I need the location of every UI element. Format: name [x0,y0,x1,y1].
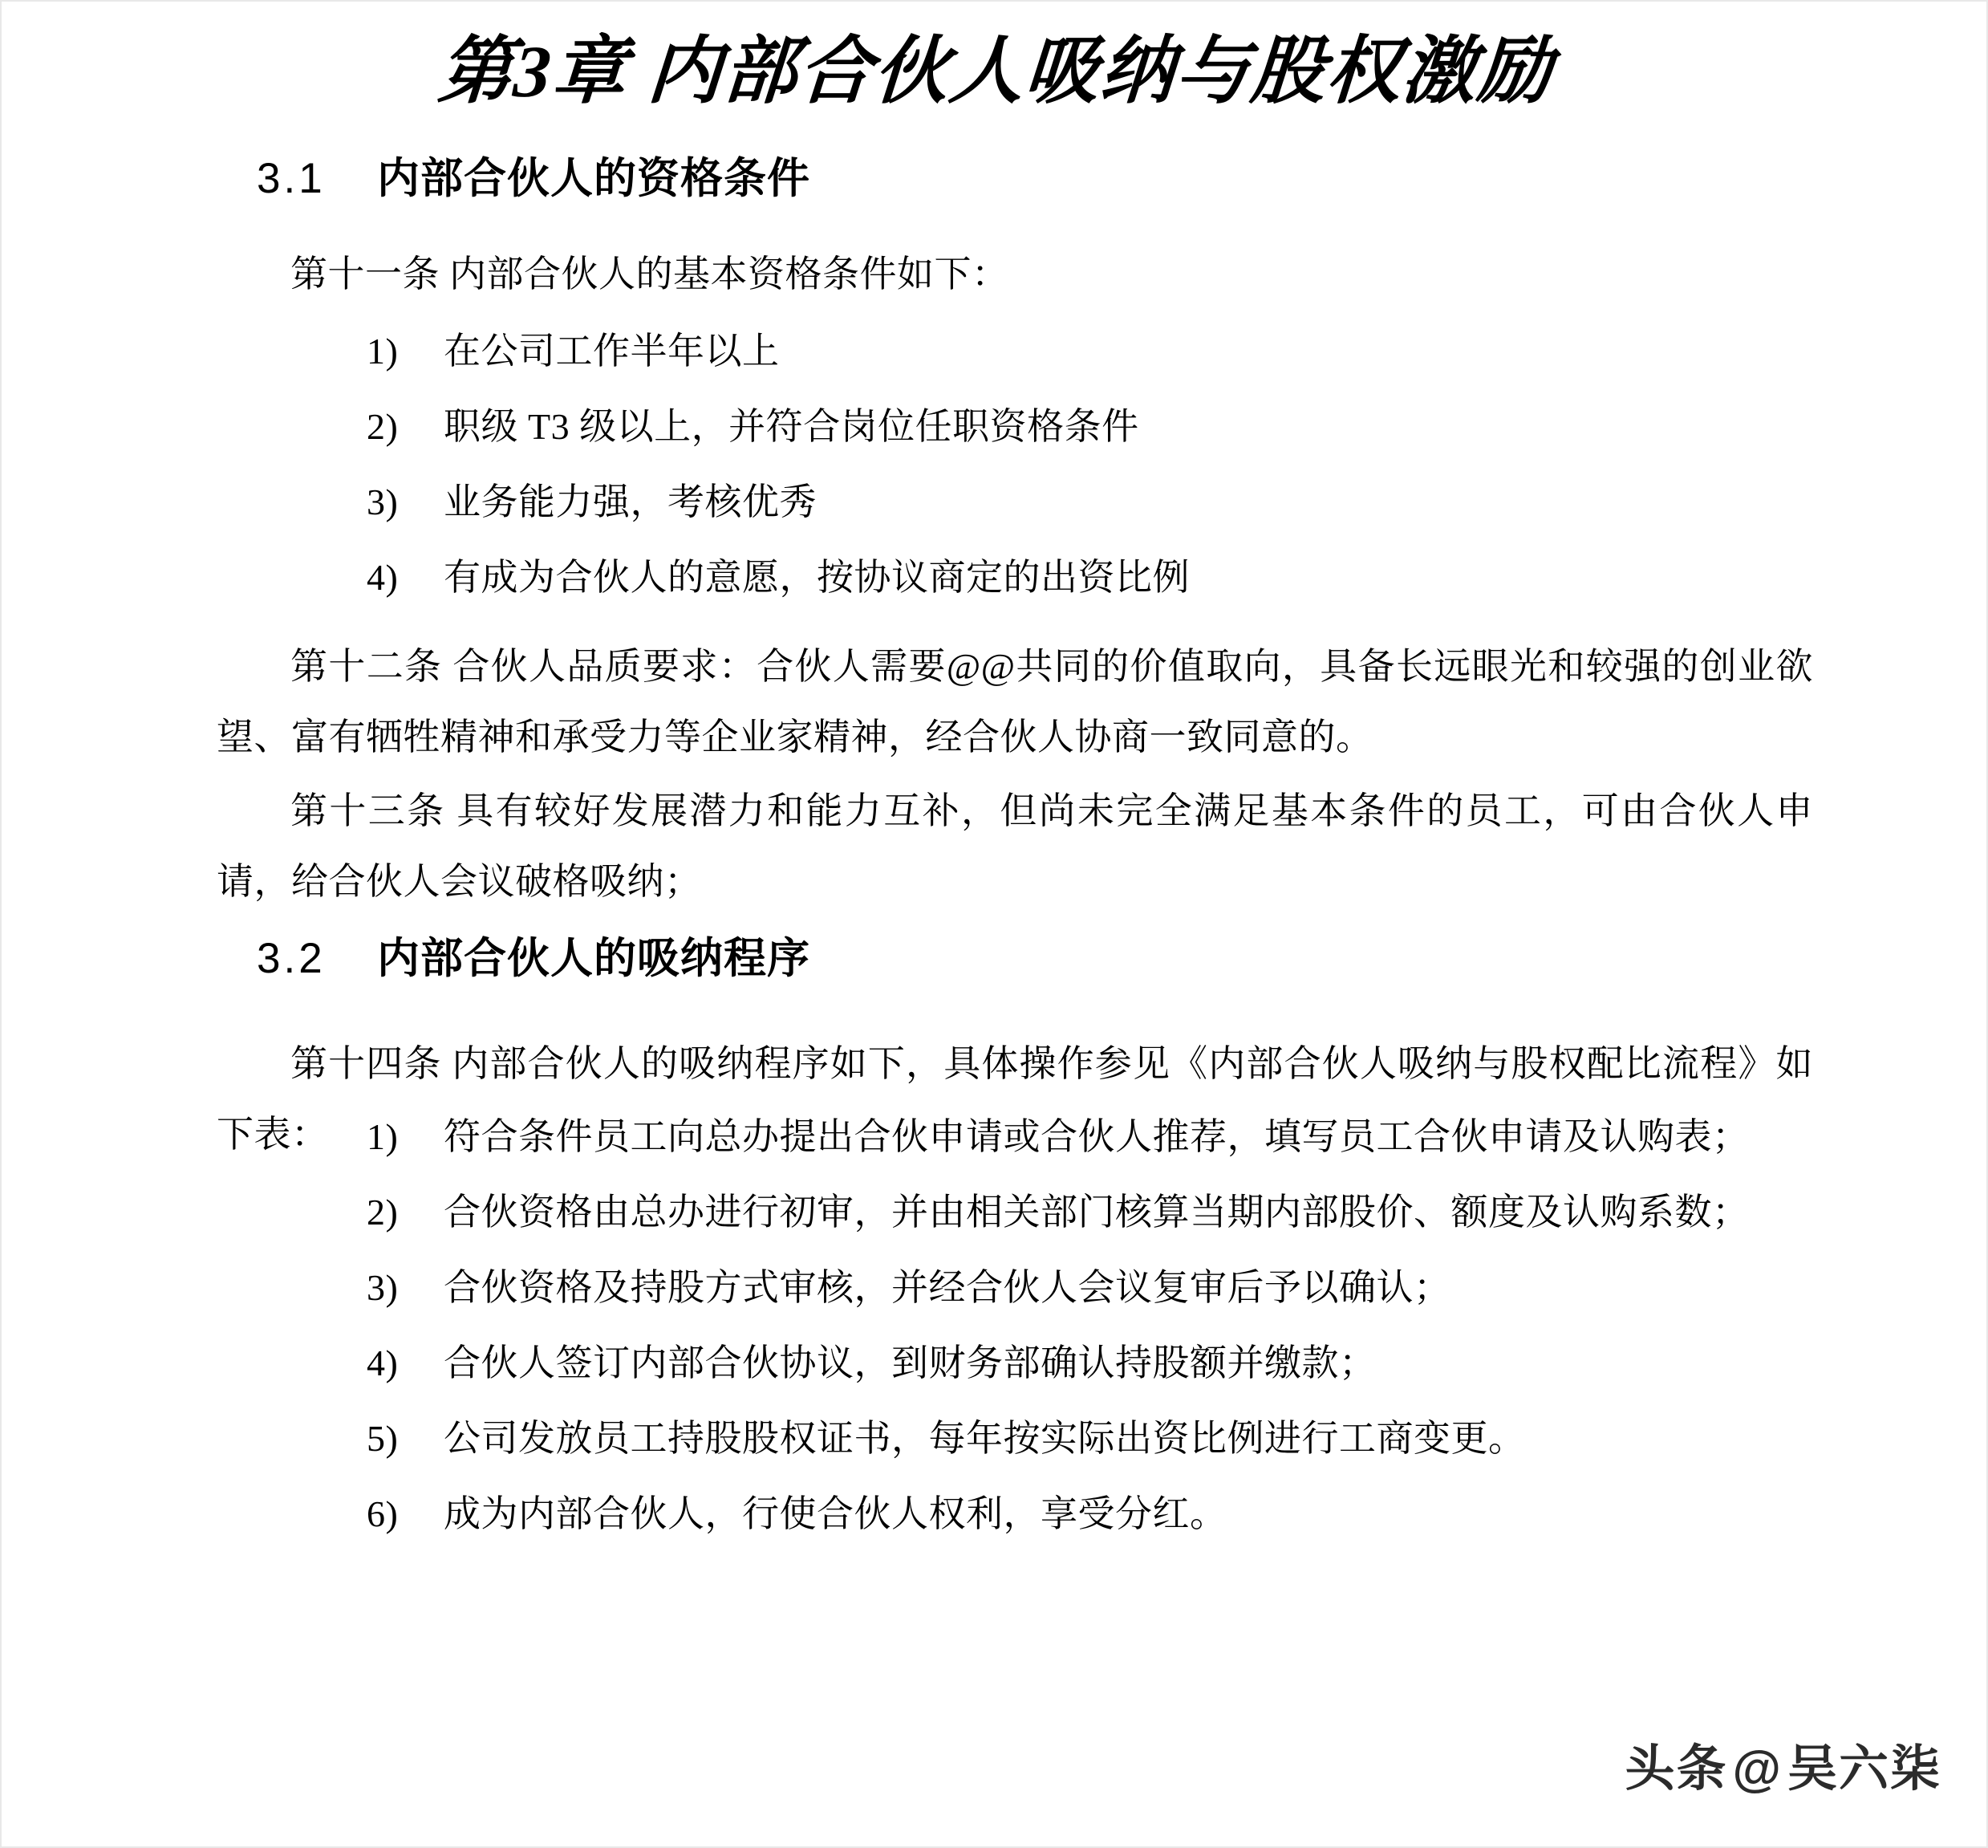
list-item-text: 业务能力强，考核优秀 [444,481,817,522]
list-item [367,1188,1750,1237]
list-item [367,1490,1227,1538]
list-marker: 2) [367,1192,399,1233]
list-item-text: 在公司工作半年以上 [444,331,780,372]
section-number-3-2: 3.2 [257,935,326,982]
list-item [367,1113,1750,1161]
article-13-paragraph: 第十三条 具有较好发展潜力和能力互补，但尚未完全满足基本条件的员工，可由合伙人申请，给合伙人会议破格吸纳； [217,790,1813,902]
list-marker: 1) [367,331,399,372]
section-heading-3-2 [257,932,810,985]
list-item-text: 有成为合伙人的意愿，按协议商定的出资比例 [444,557,1190,598]
list-item [367,478,817,526]
list-marker: 3) [367,1267,399,1308]
list-marker: 4) [367,557,399,598]
article-14-paragraph: 第十四条 内部合伙人的吸纳程序如下，具体操作参见《内部合伙人吸纳与股权配比流程》如下表： [217,1043,1813,1155]
list-item-text: 符合条件员工向总办提出合伙申请或合伙人推荐，填写员工合伙申请及认购表； [444,1116,1750,1157]
list-item [367,1339,1377,1387]
list-item-text: 合伙资格由总办进行初审，并由相关部门核算当期内部股价、额度及认购系数； [444,1192,1750,1233]
list-item-text: 职级 T3 级以上，并符合岗位任职资格条件 [444,406,1139,447]
list-item [367,1415,1526,1463]
section-number-3-1: 3.1 [257,155,326,202]
list-marker: 4) [367,1342,399,1383]
section-heading-3-1 [257,152,810,205]
list-item-text: 合伙资格及持股方式审核，并经合伙人会议复审后予以确认； [444,1267,1451,1308]
list-item [367,554,1190,602]
list-item [367,1264,1451,1312]
list-item-text: 合伙人签订内部合伙协议，到财务部确认持股额并缴款； [444,1342,1377,1383]
list-item-text: 成为内部合伙人，行使合伙人权利，享受分红。 [444,1493,1227,1534]
section-title-3-2: 内部合伙人的吸纳程序 [377,936,810,982]
list-item [367,403,1139,451]
watermark-at-symbol: @ [1732,1741,1783,1797]
page-title: 第3章 内部合伙人吸纳与股权激励 [435,30,1556,112]
watermark [1625,1739,1942,1800]
list-item-text: 公司发放员工持股股权证书，每年按实际出资比例进行工商变更。 [444,1418,1526,1459]
list-item [367,327,780,376]
watermark-handle: 吴六柒 [1787,1741,1941,1797]
list-marker: 2) [367,406,399,447]
list-marker: 3) [367,481,399,522]
article-11-paragraph: 第十一条 内部合伙人的基本资格条件如下： [290,254,1009,294]
list-marker: 5) [367,1418,399,1459]
list-marker: 6) [367,1493,399,1534]
watermark-platform: 头条 [1625,1741,1728,1797]
list-marker: 1) [367,1116,399,1157]
article-12-paragraph: 第十二条 合伙人品质要求：合伙人需要@@共同的价值取向，具备长远眼光和较强的创业欲望、富有牺牲精神和承受力等企业家精神，经合伙人协商一致同意的。 [217,646,1813,757]
section-title-3-1: 内部合伙人的资格条件 [377,156,810,202]
